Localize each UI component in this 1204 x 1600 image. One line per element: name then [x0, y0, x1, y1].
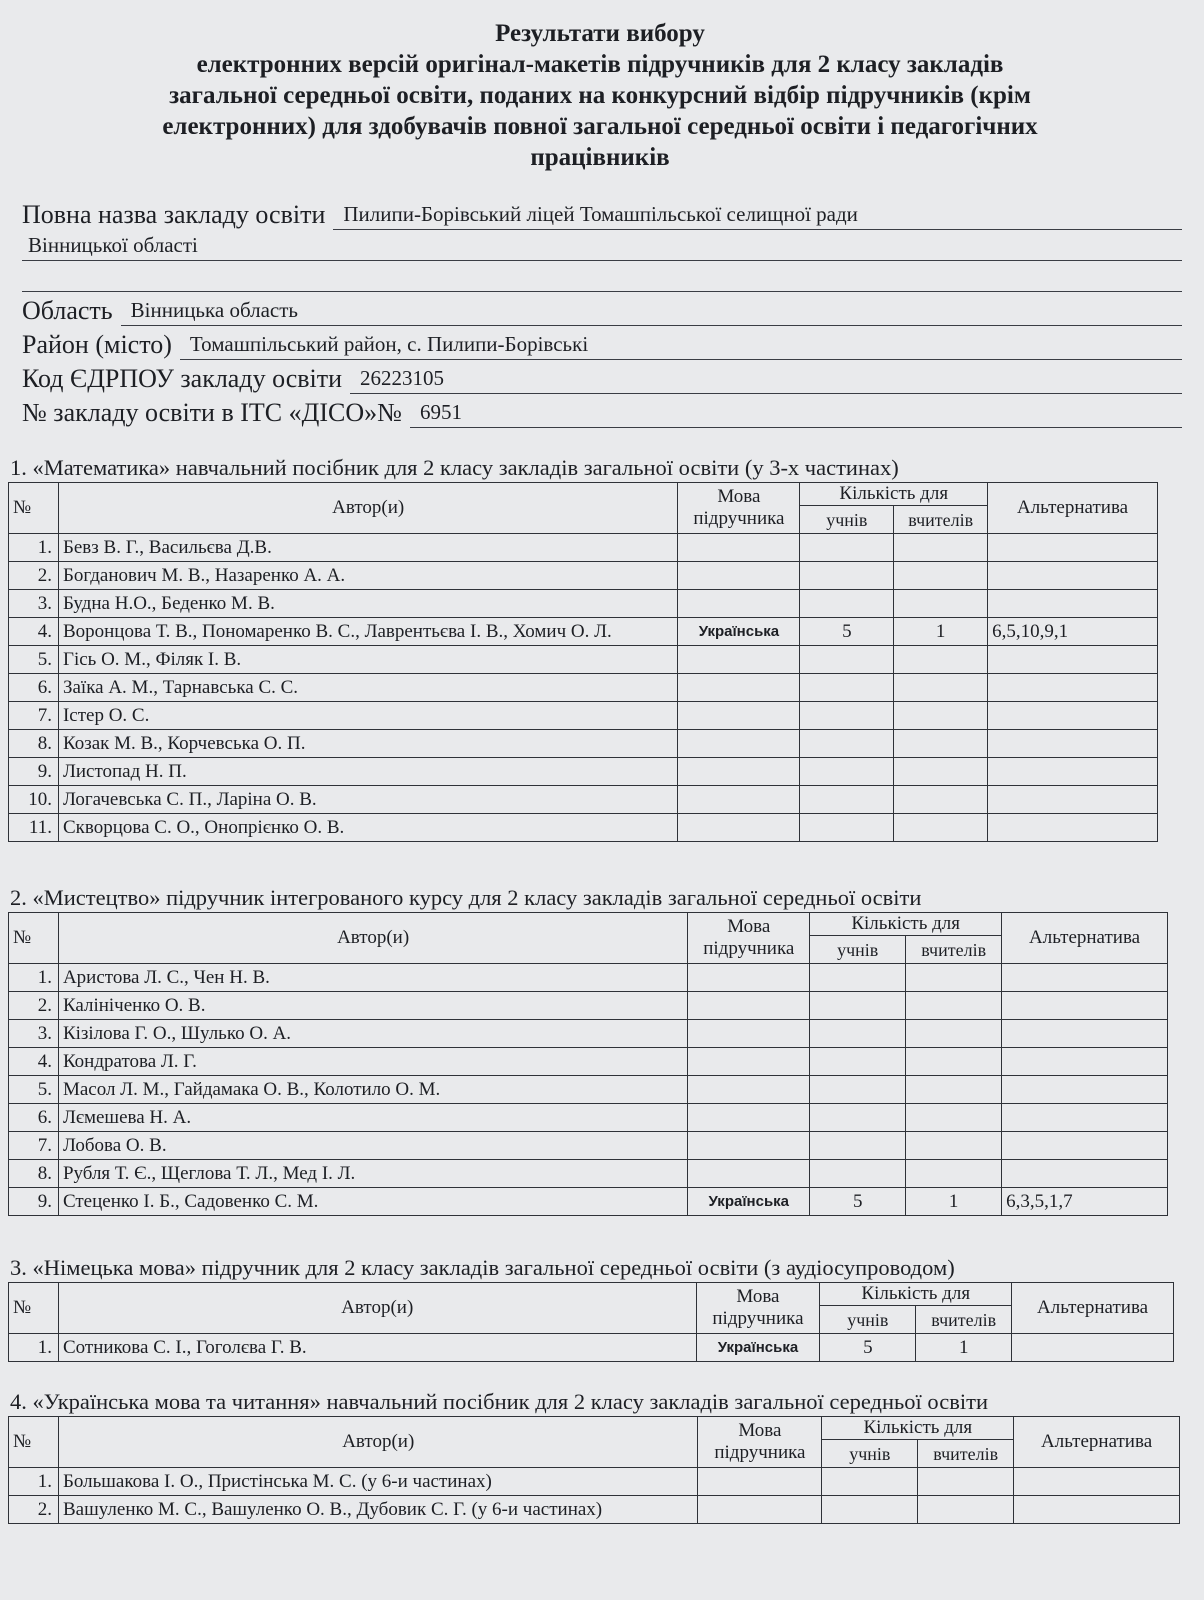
row-students — [800, 674, 894, 702]
row-author: Будна Н.О., Беденко М. В. — [58, 590, 678, 618]
row-author: Вашуленко М. С., Вашуленко О. В., Дубовик С. Г. (у 6-и частинах) — [59, 1496, 698, 1524]
row-students — [800, 786, 894, 814]
row-students — [810, 1104, 906, 1132]
textbook-table — [8, 482, 1158, 842]
row-teachers — [894, 534, 988, 562]
row-number: 2. — [9, 992, 59, 1020]
row-students — [810, 1160, 906, 1188]
row-language: Українська — [678, 618, 800, 646]
textbook-table — [8, 1416, 1180, 1524]
row-alternative — [988, 814, 1158, 842]
row-teachers — [906, 1020, 1002, 1048]
row-language — [678, 730, 800, 758]
row-teachers — [894, 702, 988, 730]
row-alternative — [988, 590, 1158, 618]
row-number: 8. — [9, 1160, 59, 1188]
section-1 — [8, 454, 1158, 842]
title-line-2: електронних версій оригінал-макетів підручників для 2 класу закладів — [196, 51, 1004, 78]
header-author: Автор(и) — [58, 913, 687, 964]
header-lang-line1: Мова — [738, 1420, 782, 1441]
row-alternative — [988, 758, 1158, 786]
header-row — [9, 483, 1158, 506]
row-author: Листопад Н. П. — [58, 758, 678, 786]
header-lang — [696, 1283, 820, 1334]
field-value: 6951 — [410, 397, 1182, 428]
row-number: 1. — [9, 534, 59, 562]
row-language: Українська — [696, 1334, 820, 1362]
header-num: № — [9, 1283, 59, 1334]
table-row — [9, 618, 1158, 646]
header-alt: Альтернатива — [988, 483, 1158, 534]
row-teachers — [906, 964, 1002, 992]
row-language — [678, 534, 800, 562]
table-row — [9, 1104, 1168, 1132]
row-author: Істер О. С. — [58, 702, 678, 730]
row-author: Богданович М. В., Назаренко А. А. — [58, 562, 678, 590]
row-alternative — [988, 702, 1158, 730]
header-alt: Альтернатива — [1002, 913, 1168, 964]
row-number: 5. — [9, 646, 59, 674]
field-district — [22, 326, 1182, 360]
row-alternative — [1002, 1048, 1168, 1076]
header-num: № — [9, 913, 59, 964]
header-lang — [678, 483, 800, 534]
row-author: Кондратова Л. Г. — [58, 1048, 687, 1076]
row-language — [688, 1020, 810, 1048]
header-teachers: вчителів — [906, 936, 1002, 964]
row-teachers — [918, 1496, 1014, 1524]
row-language — [688, 1160, 810, 1188]
header-author: Автор(и) — [59, 1417, 698, 1468]
field-region — [22, 292, 1182, 326]
row-teachers — [906, 1076, 1002, 1104]
row-language — [688, 992, 810, 1020]
textbook-table — [8, 1282, 1174, 1362]
row-students — [800, 534, 894, 562]
row-author: Заїка А. М., Тарнавська С. С. — [58, 674, 678, 702]
row-teachers — [894, 814, 988, 842]
row-students: 5 — [800, 618, 894, 646]
header-students: учнів — [822, 1440, 918, 1468]
row-author: Стеценко І. Б., Садовенко С. М. — [58, 1188, 687, 1216]
row-author: Лобова О. В. — [58, 1132, 687, 1160]
row-teachers — [894, 562, 988, 590]
row-author: Логачевська С. П., Ларіна О. В. — [58, 786, 678, 814]
row-alternative — [1002, 1160, 1168, 1188]
row-teachers: 1 — [916, 1334, 1012, 1362]
table-row — [9, 702, 1158, 730]
header-alt: Альтернатива — [1014, 1417, 1180, 1468]
row-alternative — [1014, 1496, 1180, 1524]
section-4 — [8, 1388, 1180, 1524]
row-number: 2. — [9, 1496, 59, 1524]
row-number: 5. — [9, 1076, 59, 1104]
row-students — [800, 646, 894, 674]
header-teachers: вчителів — [916, 1306, 1012, 1334]
row-students — [810, 964, 906, 992]
header-author: Автор(и) — [58, 1283, 696, 1334]
header-lang-line2: підручника — [714, 1442, 806, 1463]
row-author: Калініченко О. В. — [58, 992, 687, 1020]
header-teachers: вчителів — [918, 1440, 1014, 1468]
row-alternative — [1002, 964, 1168, 992]
header-lang — [698, 1417, 822, 1468]
section-title: 4. «Українська мова та читання» навчальний посібник для 2 класу закладів загальної середньої освіти — [10, 1389, 988, 1414]
row-number: 6. — [9, 674, 59, 702]
row-number: 8. — [9, 730, 59, 758]
row-students — [822, 1468, 918, 1496]
field-label: Повна назва закладу освіти — [22, 200, 326, 229]
row-students — [800, 562, 894, 590]
table-row — [9, 758, 1158, 786]
section-title: 3. «Німецька мова» підручник для 2 класу закладів загальної середньої освіти (з аудіосупроводом) — [10, 1255, 955, 1280]
header-students: учнів — [810, 936, 906, 964]
row-language — [678, 814, 800, 842]
header-num: № — [9, 483, 59, 534]
header-teachers: вчителів — [894, 506, 988, 534]
row-number: 1. — [9, 1334, 59, 1362]
row-teachers — [894, 758, 988, 786]
row-language — [688, 1076, 810, 1104]
row-students — [810, 992, 906, 1020]
row-author: Кізілова Г. О., Шулько О. А. — [58, 1020, 687, 1048]
row-language — [688, 1132, 810, 1160]
header-author: Автор(и) — [58, 483, 678, 534]
row-author: Козак М. В., Корчевська О. П. — [58, 730, 678, 758]
header-lang-line2: підручника — [693, 508, 785, 529]
header-row — [9, 913, 1168, 936]
table-row — [9, 534, 1158, 562]
header-qty: Кількість для — [820, 1283, 1012, 1306]
row-alternative — [1002, 1132, 1168, 1160]
field-value: Пилипи-Борівський ліцей Томашпільської селищної ради — [333, 199, 1182, 230]
field-blank-line — [22, 261, 1182, 292]
school-info-fields — [22, 196, 1182, 428]
row-teachers — [906, 1132, 1002, 1160]
header-lang-line2: підручника — [703, 938, 795, 959]
row-students — [800, 702, 894, 730]
row-alternative — [1002, 1104, 1168, 1132]
row-students: 5 — [810, 1188, 906, 1216]
row-language — [688, 964, 810, 992]
row-teachers — [894, 674, 988, 702]
row-alternative — [988, 730, 1158, 758]
row-number: 1. — [9, 964, 59, 992]
row-language — [698, 1468, 822, 1496]
row-teachers: 1 — [906, 1188, 1002, 1216]
header-row — [9, 1283, 1174, 1306]
table-row — [9, 786, 1158, 814]
row-number: 7. — [9, 702, 59, 730]
table-row — [9, 814, 1158, 842]
row-author: Большакова І. О., Пристінська М. С. (у 6-и частинах) — [59, 1468, 698, 1496]
row-alternative: 6,5,10,9,1 — [988, 618, 1158, 646]
row-alternative — [988, 646, 1158, 674]
document-title — [40, 18, 1160, 173]
row-teachers — [894, 730, 988, 758]
row-language — [678, 590, 800, 618]
row-teachers — [918, 1468, 1014, 1496]
row-teachers — [894, 590, 988, 618]
table-row — [9, 1132, 1168, 1160]
section-title: 2. «Мистецтво» підручник інтегрованого курсу для 2 класу закладів загальної середньої освіти — [10, 885, 922, 910]
textbook-table — [8, 912, 1168, 1216]
row-number: 7. — [9, 1132, 59, 1160]
row-author: Сотникова С. І., Гоголєва Г. В. — [58, 1334, 696, 1362]
row-students — [810, 1048, 906, 1076]
row-alternative — [988, 786, 1158, 814]
row-number: 11. — [9, 814, 59, 842]
row-number: 6. — [9, 1104, 59, 1132]
field-value: Томашпільський район, с. Пилипи-Борівські — [180, 329, 1182, 360]
row-alternative — [1002, 992, 1168, 1020]
row-alternative — [988, 562, 1158, 590]
header-lang-line1: Мова — [736, 1286, 780, 1307]
header-students: учнів — [820, 1306, 916, 1334]
header-qty: Кількість для — [822, 1417, 1014, 1440]
row-alternative — [1002, 1020, 1168, 1048]
row-language — [688, 1104, 810, 1132]
row-students: 5 — [820, 1334, 916, 1362]
field-edrpou — [22, 360, 1182, 394]
row-teachers — [894, 786, 988, 814]
table-row — [9, 562, 1158, 590]
section-2 — [8, 884, 1168, 1216]
row-alternative — [1002, 1076, 1168, 1104]
header-num: № — [9, 1417, 59, 1468]
section-3 — [8, 1254, 1174, 1362]
row-language — [678, 786, 800, 814]
field-full-name-cont: Вінницької області — [22, 230, 1182, 261]
row-number: 9. — [9, 758, 59, 786]
row-alternative: 6,3,5,1,7 — [1002, 1188, 1168, 1216]
row-students — [800, 758, 894, 786]
table-row — [9, 1496, 1180, 1524]
row-author: Гісь О. М., Філяк І. В. — [58, 646, 678, 674]
table-row — [9, 1020, 1168, 1048]
table-row — [9, 1334, 1174, 1362]
title-line-5: працівників — [530, 144, 670, 171]
row-number: 3. — [9, 590, 59, 618]
row-students — [800, 730, 894, 758]
title-line-3: загальної середньої освіти, поданих на конкурсний відбір підручників (крім — [169, 82, 1031, 109]
header-lang-line1: Мова — [727, 916, 771, 937]
row-alternative — [988, 534, 1158, 562]
row-students — [810, 1132, 906, 1160]
row-language — [698, 1496, 822, 1524]
field-label: Код ЄДРПОУ закладу освіти — [22, 364, 343, 393]
row-language — [678, 674, 800, 702]
field-full-name — [22, 196, 1182, 230]
table-row — [9, 590, 1158, 618]
table-row — [9, 646, 1158, 674]
table-row — [9, 1048, 1168, 1076]
header-qty: Кількість для — [800, 483, 988, 506]
table-row — [9, 674, 1158, 702]
table-row — [9, 730, 1158, 758]
row-number: 4. — [9, 1048, 59, 1076]
header-qty: Кількість для — [810, 913, 1002, 936]
row-teachers — [906, 1160, 1002, 1188]
row-students — [822, 1496, 918, 1524]
row-students — [800, 814, 894, 842]
row-alternative — [988, 674, 1158, 702]
row-author: Рубля Т. Є., Щеглова Т. Л., Мед І. Л. — [58, 1160, 687, 1188]
row-number: 10. — [9, 786, 59, 814]
row-teachers — [906, 1048, 1002, 1076]
row-alternative — [1014, 1468, 1180, 1496]
row-students — [810, 1020, 906, 1048]
row-language — [678, 562, 800, 590]
table-row — [9, 992, 1168, 1020]
row-language — [678, 702, 800, 730]
field-value: 26223105 — [350, 363, 1182, 394]
row-author: Лємешева Н. А. — [58, 1104, 687, 1132]
header-lang — [688, 913, 810, 964]
table-row — [9, 1468, 1180, 1496]
field-its-number — [22, 394, 1182, 428]
table-row — [9, 1076, 1168, 1104]
header-alt: Альтернатива — [1012, 1283, 1174, 1334]
header-row — [9, 1417, 1180, 1440]
row-author: Бевз В. Г., Васильєва Д.В. — [58, 534, 678, 562]
row-teachers — [894, 646, 988, 674]
row-number: 4. — [9, 618, 59, 646]
field-label: № закладу освіти в ІТС «ДІСО»№ — [22, 398, 402, 427]
row-language — [678, 646, 800, 674]
row-teachers — [906, 1104, 1002, 1132]
row-author: Скворцова С. О., Онопрієнко О. В. — [58, 814, 678, 842]
section-title: 1. «Математика» навчальний посібник для 2 класу закладів загальної освіти (у 3-х частинах) — [10, 455, 899, 480]
field-label: Область — [22, 296, 113, 325]
field-value: Вінницька область — [121, 295, 1182, 326]
row-alternative — [1012, 1334, 1174, 1362]
row-number: 1. — [9, 1468, 59, 1496]
row-students — [800, 590, 894, 618]
header-lang-line2: підручника — [712, 1308, 804, 1329]
table-row — [9, 964, 1168, 992]
row-language — [688, 1048, 810, 1076]
header-lang-line1: Мова — [717, 486, 761, 507]
row-teachers: 1 — [894, 618, 988, 646]
row-number: 9. — [9, 1188, 59, 1216]
row-author: Масол Л. М., Гайдамака О. В., Колотило О. М. — [58, 1076, 687, 1104]
row-author: Воронцова Т. В., Пономаренко В. С., Лаврентьєва І. В., Хомич О. Л. — [58, 618, 678, 646]
table-row — [9, 1160, 1168, 1188]
row-language: Українська — [688, 1188, 810, 1216]
row-author: Аристова Л. С., Чен Н. В. — [58, 964, 687, 992]
row-number: 3. — [9, 1020, 59, 1048]
row-teachers — [906, 992, 1002, 1020]
row-language — [678, 758, 800, 786]
title-line-1: Результати вибору — [495, 20, 705, 47]
row-students — [810, 1076, 906, 1104]
title-line-4: електронних) для здобувачів повної загальної середньої освіти і педагогічних — [162, 113, 1038, 140]
field-label: Район (місто) — [22, 330, 172, 359]
table-row — [9, 1188, 1168, 1216]
row-number: 2. — [9, 562, 59, 590]
header-students: учнів — [800, 506, 894, 534]
